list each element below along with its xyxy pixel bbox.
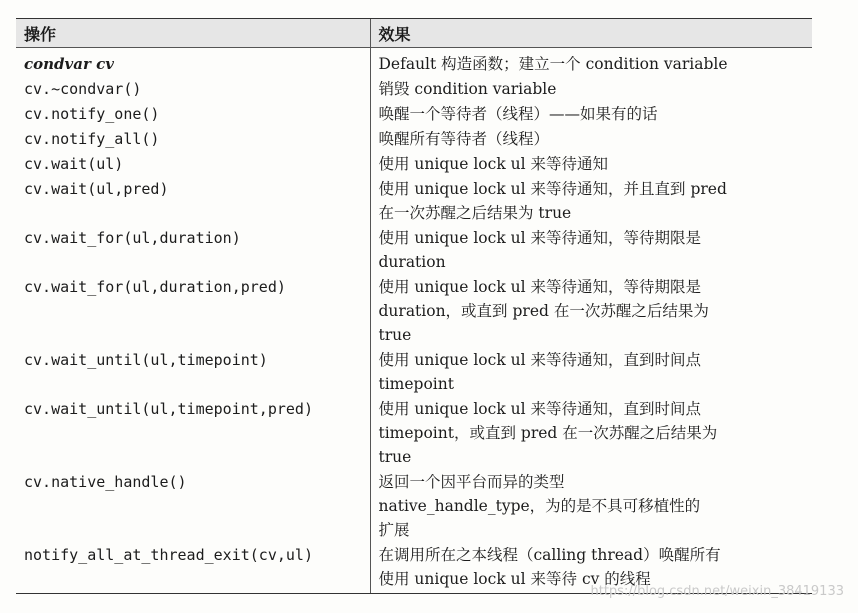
effect-cell	[370, 126, 812, 151]
table-row	[16, 469, 812, 542]
effect-cell	[370, 274, 812, 347]
table-row	[16, 126, 812, 151]
effect-line: true	[378, 326, 412, 344]
effect-cell	[370, 101, 812, 126]
operation-text: cv.wait_until(ul,timepoint)	[24, 351, 268, 369]
effect-cell	[370, 48, 812, 77]
watermark: https://blog.csdn.net/weixin_38419133	[590, 584, 844, 599]
effect-line: timepoint	[378, 375, 454, 393]
effect-line: 使用 unique lock ul 来等待通知，等待期限是	[378, 229, 702, 247]
header-operation: 操作	[16, 19, 370, 48]
table-row	[16, 76, 812, 101]
operation-cell	[16, 347, 370, 396]
effect-line: duration，或直到 pred 在一次苏醒之后结果为	[378, 302, 709, 320]
table-row	[16, 176, 812, 225]
effect-line: Default 构造函数；建立一个 condition variable	[378, 55, 728, 73]
operation-cell	[16, 176, 370, 225]
operation-text: cv.wait(ul,pred)	[24, 180, 169, 198]
operation-text: cv.wait_for(ul,duration)	[24, 229, 241, 247]
effect-line: duration	[378, 253, 446, 271]
effect-cell	[370, 151, 812, 176]
operation-cell	[16, 48, 370, 77]
operation-cell	[16, 76, 370, 101]
header-effect: 效果	[370, 19, 812, 48]
effect-line: 使用 unique lock ul 来等待通知，并且直到 pred	[378, 180, 727, 198]
effect-line: 销毁 condition variable	[378, 80, 557, 98]
effect-line: 在调用所在之本线程（calling thread）唤醒所有	[378, 546, 721, 564]
operation-text: cv.wait_for(ul,duration,pred)	[24, 278, 286, 296]
operation-cell	[16, 151, 370, 176]
operation-cell	[16, 469, 370, 542]
table-body	[16, 48, 812, 594]
operation-cell	[16, 225, 370, 274]
effect-cell	[370, 396, 812, 469]
table-row	[16, 347, 812, 396]
effect-line: 唤醒一个等待者（线程）——如果有的话	[378, 105, 658, 123]
operation-text: cv.notify_all()	[24, 130, 160, 148]
effect-line: 使用 unique lock ul 来等待通知，等待期限是	[378, 278, 702, 296]
effect-line: 扩展	[378, 521, 410, 539]
effect-cell	[370, 76, 812, 101]
table-row	[16, 274, 812, 347]
operation-text: cv.native_handle()	[24, 473, 187, 491]
operation-cell	[16, 542, 370, 594]
effect-line: 使用 unique lock ul 来等待 cv 的线程	[378, 570, 651, 588]
effect-line: 返回一个因平台而异的类型	[378, 473, 565, 491]
table-header-row	[16, 19, 812, 48]
condvar-operations-table	[16, 18, 812, 594]
operation-cell	[16, 101, 370, 126]
table-row	[16, 151, 812, 176]
operation-text: condvar cv	[24, 55, 114, 73]
operation-text: cv.notify_one()	[24, 105, 160, 123]
effect-cell	[370, 176, 812, 225]
effect-cell	[370, 347, 812, 396]
operation-text: cv.wait(ul)	[24, 155, 124, 173]
operation-cell	[16, 274, 370, 347]
table-row	[16, 101, 812, 126]
operation-text: cv.~condvar()	[24, 80, 142, 98]
table-row	[16, 225, 812, 274]
effect-line: 使用 unique lock ul 来等待通知，直到时间点	[378, 351, 702, 369]
operation-text: notify_all_at_thread_exit(cv,ul)	[24, 546, 313, 564]
effect-line: native_handle_type，为的是不具可移植性的	[378, 497, 701, 515]
effect-line: 唤醒所有等待者（线程）	[378, 130, 550, 148]
operation-text: cv.wait_until(ul,timepoint,pred)	[24, 400, 313, 418]
effect-line: timepoint，或直到 pred 在一次苏醒之后结果为	[378, 424, 718, 442]
operation-cell	[16, 126, 370, 151]
effect-cell	[370, 225, 812, 274]
effect-cell	[370, 469, 812, 542]
effect-line: true	[378, 448, 412, 466]
operation-cell	[16, 396, 370, 469]
effect-line: 在一次苏醒之后结果为 true	[378, 204, 572, 222]
effect-line: 使用 unique lock ul 来等待通知，直到时间点	[378, 400, 702, 418]
table-row	[16, 396, 812, 469]
table-row	[16, 48, 812, 77]
effect-line: 使用 unique lock ul 来等待通知	[378, 155, 609, 173]
